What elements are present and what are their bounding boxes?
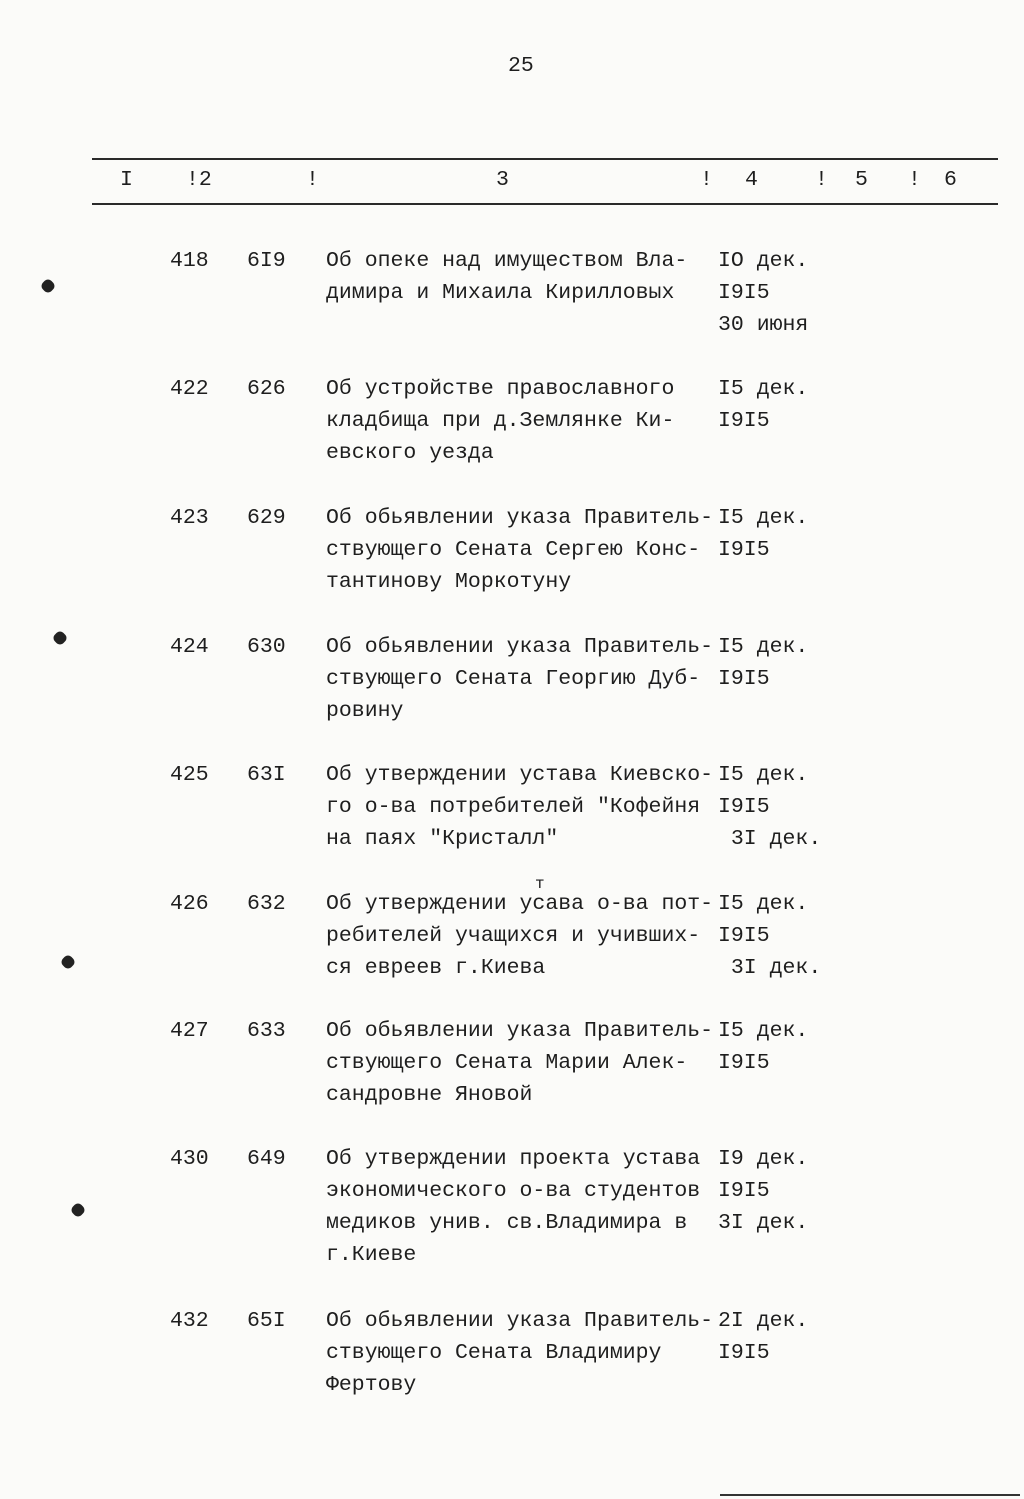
title-line: ровину — [326, 699, 404, 723]
page-number: 25 — [508, 54, 534, 78]
case-title — [326, 1305, 713, 1401]
inventory-number: 427 — [170, 1019, 209, 1043]
hole-punch-mark — [52, 630, 69, 647]
title-line: кладбища при д.Землянке Ки- — [326, 409, 675, 433]
inventory-number: 426 — [170, 892, 209, 916]
title-line: ствующего Сената Владимиру — [326, 1341, 662, 1365]
case-title — [326, 1143, 700, 1271]
dates — [718, 1015, 808, 1079]
case-title — [326, 759, 713, 855]
header-top-rule — [92, 158, 998, 160]
date-line: I5 дек. — [718, 377, 809, 401]
header-bottom-rule — [92, 203, 998, 205]
date-line: I9I5 — [718, 795, 770, 819]
date-line: I9 дек. — [718, 1147, 809, 1171]
title-line: г.Киеве — [326, 1243, 417, 1267]
bottom-rule — [720, 1494, 1020, 1496]
file-number: 626 — [247, 377, 286, 401]
title-line: евского уезда — [326, 441, 494, 465]
hole-punch-mark — [60, 954, 77, 971]
case-title — [326, 502, 713, 598]
dates — [718, 1305, 808, 1369]
date-line: I9I5 — [718, 409, 770, 433]
header-col2: !2 — [186, 168, 212, 192]
file-number: 65I — [247, 1309, 286, 1333]
header-sep: ! — [700, 168, 713, 192]
title-line: на паях "Кристалл" — [326, 827, 559, 851]
title-line: Об обьявлении указа Правитель- — [326, 1309, 714, 1333]
case-title — [326, 1015, 713, 1111]
date-line: IO дек. — [718, 249, 809, 273]
date-line: 3I дек. — [718, 956, 822, 980]
title-line: димира и Михаила Кирилловых — [326, 281, 675, 305]
dates — [718, 1143, 808, 1239]
case-title — [326, 631, 713, 727]
title-line: Об устройстве православного — [326, 377, 675, 401]
inventory-number: 422 — [170, 377, 209, 401]
title-line: Об обьявлении указа Правитель- — [326, 1019, 714, 1043]
date-line: I5 дек. — [718, 892, 809, 916]
title-line: Об обьявлении указа Правитель- — [326, 506, 714, 530]
case-title — [326, 373, 674, 469]
title-line: медиков унив. св.Владимира в — [326, 1211, 688, 1235]
dates — [718, 759, 821, 855]
header-col3: 3 — [496, 168, 509, 192]
title-line: Об утверждении проекта устава — [326, 1147, 701, 1171]
file-number: 632 — [247, 892, 286, 916]
date-line: I5 дек. — [718, 1019, 809, 1043]
date-line: I9I5 — [718, 667, 770, 691]
inventory-number: 418 — [170, 249, 209, 273]
file-number: 6I9 — [247, 249, 286, 273]
dates — [718, 502, 808, 566]
date-line: I9I5 — [718, 1179, 770, 1203]
header-sep: ! — [908, 168, 921, 192]
header-sep: ! — [306, 168, 319, 192]
file-number: 629 — [247, 506, 286, 530]
date-line: I9I5 — [718, 538, 770, 562]
date-line: I5 дек. — [718, 635, 809, 659]
dates — [718, 888, 821, 984]
inventory-number: 430 — [170, 1147, 209, 1171]
date-line: I9I5 — [718, 1051, 770, 1075]
inventory-number: 423 — [170, 506, 209, 530]
title-line: Об обьявлении указа Правитель- — [326, 635, 714, 659]
date-line: 2I дек. — [718, 1309, 809, 1333]
inventory-number: 425 — [170, 763, 209, 787]
date-line: I5 дек. — [718, 763, 809, 787]
typed-correction: т — [535, 875, 545, 893]
date-line: 3I дек. — [718, 1211, 809, 1235]
file-number: 63I — [247, 763, 286, 787]
title-line: ся евреев г.Киева — [326, 956, 546, 980]
date-line: I5 дек. — [718, 506, 809, 530]
file-number: 649 — [247, 1147, 286, 1171]
title-line: го о-ва потребителей "Кофейня — [326, 795, 701, 819]
title-line: ребителей учащихся и учивших- — [326, 924, 701, 948]
title-line: Об утверждении усава о-ва пот- — [326, 892, 714, 916]
date-line: 30 июня — [718, 313, 809, 337]
dates — [718, 245, 808, 341]
header-col6: 6 — [944, 168, 957, 192]
header-col4: 4 — [745, 168, 758, 192]
title-line: тантинову Моркотуну — [326, 570, 572, 594]
title-line: ствующего Сената Георгию Дуб- — [326, 667, 701, 691]
title-line: Об опеке над имуществом Вла- — [326, 249, 688, 273]
header-sep: ! — [815, 168, 828, 192]
case-title — [326, 245, 687, 309]
file-number: 633 — [247, 1019, 286, 1043]
header-col5: 5 — [855, 168, 868, 192]
inventory-number: 424 — [170, 635, 209, 659]
title-line: Об утверждении устава Киевско- — [326, 763, 714, 787]
title-line: Фертову — [326, 1373, 417, 1397]
header-col1: I — [120, 168, 133, 192]
inventory-number: 432 — [170, 1309, 209, 1333]
hole-punch-mark — [40, 278, 57, 295]
date-line: I9I5 — [718, 281, 770, 305]
dates — [718, 373, 808, 437]
title-line: ствующего Сената Марии Алек- — [326, 1051, 688, 1075]
hole-punch-mark — [70, 1202, 87, 1219]
dates — [718, 631, 808, 695]
title-line: экономического о-ва студентов — [326, 1179, 701, 1203]
file-number: 630 — [247, 635, 286, 659]
case-title — [326, 888, 713, 984]
title-line: ствующего Сената Сергею Конс- — [326, 538, 701, 562]
title-line: сандровне Яновой — [326, 1083, 533, 1107]
date-line: I9I5 — [718, 1341, 770, 1365]
date-line: 3I дек. — [718, 827, 822, 851]
date-line: I9I5 — [718, 924, 770, 948]
